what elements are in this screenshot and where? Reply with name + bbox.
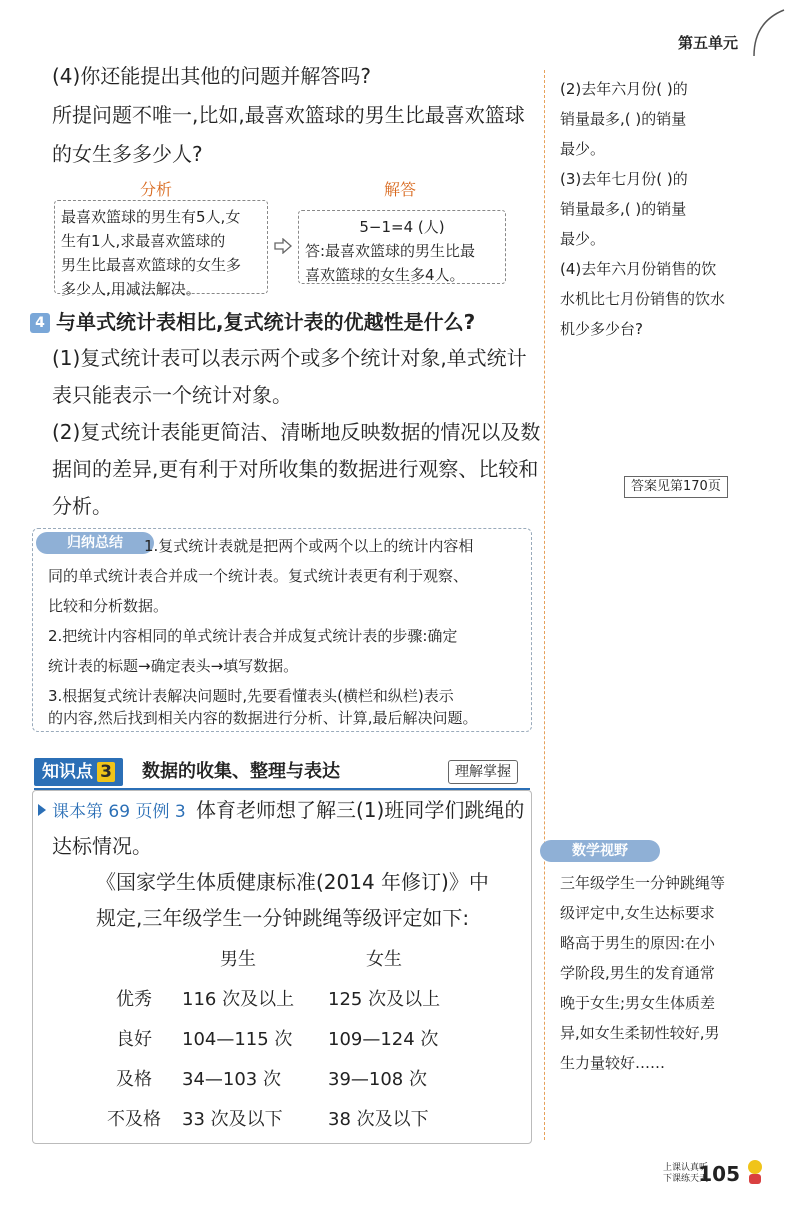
math-view-line: 级评定中,女生达标要求 bbox=[560, 904, 715, 922]
summary-line: 1.复式统计表就是把两个或两个以上的统计内容相 bbox=[144, 537, 474, 555]
sidebar-line: 水机比七月份销售的饮水 bbox=[560, 290, 726, 308]
analysis-box bbox=[54, 200, 268, 298]
knowledge-point-label: 知识点 bbox=[42, 762, 93, 782]
table-cell: 33 次及以下 bbox=[182, 1109, 283, 1130]
solution-box bbox=[298, 210, 506, 284]
solution-label: 解答 bbox=[384, 180, 417, 199]
math-view-line: 学阶段,男生的发育通常 bbox=[560, 964, 715, 982]
table-cell: 优秀 bbox=[116, 989, 152, 1010]
sidebar-line: 销量最多,( )的销量 bbox=[560, 200, 687, 218]
level-badge: 理解掌握 bbox=[448, 760, 518, 784]
math-view-tag: 数学视野 bbox=[540, 840, 660, 862]
summary-line: 3.根据复式统计表解决问题时,先要看懂表头(横栏和纵栏)表示 bbox=[48, 687, 454, 705]
example-ref: 课本第 69 页例 3 bbox=[52, 802, 186, 822]
example-ref-row bbox=[38, 794, 186, 830]
example-text: 体育老师想了解三(1)班同学们跳绳的 bbox=[196, 798, 525, 822]
analysis-line: 男生比最喜欢篮球的女生多 bbox=[61, 256, 242, 274]
summary-line: 比较和分析数据。 bbox=[48, 597, 169, 615]
summary-line: 的内容,然后找到相关内容的数据进行分析、计算,最后解决问题。 bbox=[48, 709, 478, 727]
sidebar-line: 最少。 bbox=[560, 230, 606, 248]
math-view-line: 生力量较好…… bbox=[560, 1054, 666, 1072]
column-divider bbox=[544, 70, 545, 1140]
analysis-line: 最喜欢篮球的男生有5人,女 bbox=[61, 208, 241, 226]
summary-line: 统计表的标题→确定表头→填写数据。 bbox=[48, 657, 299, 675]
table-cell: 34—103 次 bbox=[182, 1069, 281, 1090]
sidebar-line: (4)去年六月份销售的饮 bbox=[560, 260, 717, 278]
sidebar-exercise bbox=[560, 74, 760, 344]
table-header-cell: 女生 bbox=[366, 949, 402, 970]
table-cell: 109—124 次 bbox=[328, 1029, 439, 1050]
table-cell: 38 次及以下 bbox=[328, 1109, 429, 1130]
q4-answer-line: 表只能表示一个统计对象。 bbox=[52, 383, 292, 407]
analysis-line: 多少人,用减法解决。 bbox=[61, 280, 201, 298]
analysis-label: 分析 bbox=[140, 180, 173, 199]
answer-reference: 答案见第170页 bbox=[624, 476, 728, 498]
sidebar-line: 最少。 bbox=[560, 140, 606, 158]
analysis-line: 生有1人,求最喜欢篮球的 bbox=[61, 232, 226, 250]
answer-line: 所提问题不唯一,比如,最喜欢篮球的男生比最喜欢篮球 bbox=[52, 103, 525, 127]
q4-answer-line: (1)复式统计表可以表示两个或多个统计对象,单式统计 bbox=[52, 346, 527, 370]
q4-answer-line: (2)复式统计表能更简洁、清晰地反映数据的情况以及数 bbox=[52, 420, 541, 444]
summary-line: 2.把统计内容相同的单式统计表合并成复式统计表的步骤:确定 bbox=[48, 627, 458, 645]
summary-line: 同的单式统计表合并成一个统计表。复式统计表更有利于观察、 bbox=[48, 567, 469, 585]
answer-line: 的女生多多少人? bbox=[52, 142, 203, 166]
sub-question-4: (4)你还能提出其他的问题并解答吗? bbox=[52, 64, 371, 88]
sidebar-line: 机少多少台? bbox=[560, 320, 643, 338]
standard-text: 《国家学生体质健康标准(2014 年修订)》中 bbox=[96, 870, 489, 894]
q4-answer-line: 据间的差异,更有利于对所收集的数据进行观察、比较和 bbox=[52, 457, 539, 481]
unit-label: 第五单元 bbox=[677, 34, 738, 52]
math-view-line: 晚于女生;男女生体质差 bbox=[560, 994, 716, 1012]
table-cell: 116 次及以上 bbox=[182, 989, 295, 1010]
slogan-line: 上课认真听 bbox=[662, 1163, 708, 1173]
solution-equation: 5−1=4 (人) bbox=[359, 218, 445, 236]
knowledge-point-title: 数据的收集、整理与表达 bbox=[142, 761, 340, 782]
table-cell: 不及格 bbox=[107, 1109, 161, 1130]
math-view-line: 三年级学生一分钟跳绳等 bbox=[560, 874, 726, 892]
solution-line: 答:最喜欢篮球的男生比最 bbox=[305, 242, 476, 260]
question-number-badge: 4 bbox=[30, 313, 50, 333]
question-title-text: 与单式统计表相比,复式统计表的优越性是什么? bbox=[56, 310, 476, 334]
arrow-right-icon bbox=[274, 238, 292, 254]
knowledge-point-number: 3 bbox=[97, 762, 115, 782]
table-cell: 104—115 次 bbox=[182, 1029, 293, 1050]
table-cell: 良好 bbox=[116, 1029, 152, 1050]
corner-curve-decoration bbox=[746, 8, 786, 58]
math-view-line: 略高于男生的原因:在小 bbox=[560, 934, 716, 952]
example-text: 达标情况。 bbox=[52, 834, 152, 858]
table-cell: 及格 bbox=[116, 1069, 152, 1090]
table-cell: 39—108 次 bbox=[328, 1069, 427, 1090]
sidebar-line: 销量最多,( )的销量 bbox=[560, 110, 687, 128]
summary-tag: 归纳总结 bbox=[36, 532, 154, 554]
question-4-title bbox=[30, 307, 475, 337]
sidebar-line: (2)去年六月份( )的 bbox=[560, 80, 688, 98]
q4-answer-line: 分析。 bbox=[52, 494, 112, 518]
slogan-line: 下课练天天 bbox=[662, 1174, 708, 1184]
table-cell: 125 次及以上 bbox=[328, 989, 441, 1010]
triangle-right-icon bbox=[38, 804, 46, 816]
solution-line: 喜欢篮球的女生多4人。 bbox=[305, 266, 465, 284]
page-number: 105 bbox=[698, 1162, 740, 1186]
math-view-line: 异,如女生柔韧性较好,男 bbox=[560, 1024, 720, 1042]
math-view-text bbox=[560, 868, 760, 1078]
sidebar-line: (3)去年七月份( )的 bbox=[560, 170, 688, 188]
knowledge-point-tag bbox=[34, 758, 123, 786]
mascot-icon bbox=[744, 1158, 766, 1186]
table-header-cell: 男生 bbox=[220, 949, 256, 970]
standard-text: 规定,三年级学生一分钟跳绳等级评定如下: bbox=[96, 906, 470, 930]
